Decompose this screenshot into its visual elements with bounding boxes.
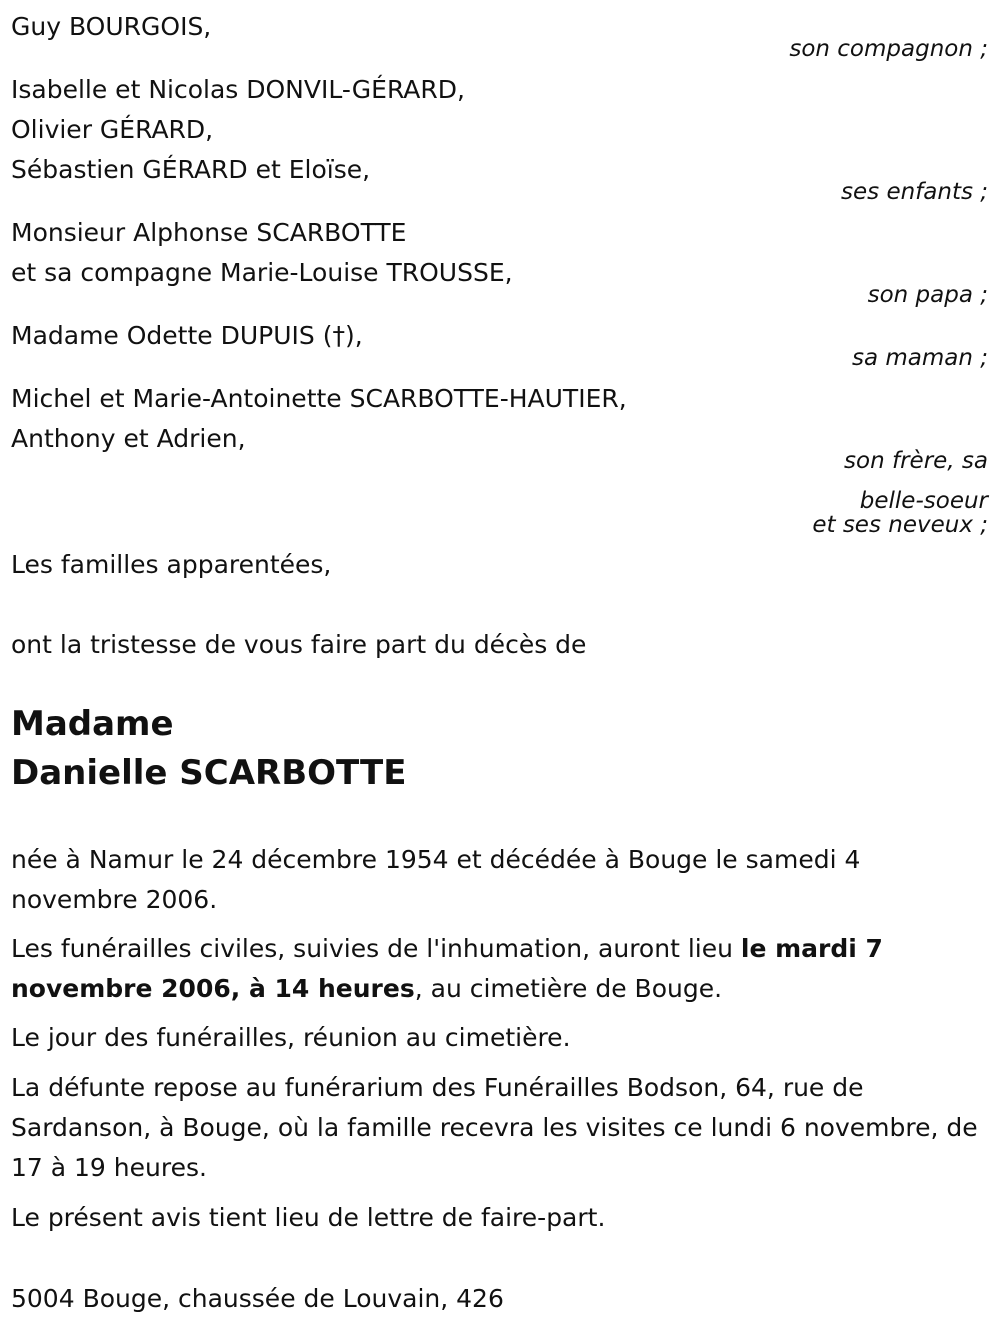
address-text: 5004 Bouge, chaussée de Louvain, 426: [11, 1284, 504, 1313]
reunion-text: Le jour des funérailles, réunion au cimetière.: [11, 1023, 571, 1052]
deceased-name: Danielle SCARBOTTE: [11, 753, 407, 793]
relation-label: ses enfants ;: [841, 179, 988, 205]
family-member: Anthony et Adrien,: [11, 424, 246, 453]
relation-label: et ses neveux ;: [812, 512, 988, 538]
repose-text: La défunte repose au funérarium des Funérailles Bodson, 64, rue de Sardanson, à Bouge, où la famille recevra les visites ce lundi 6 novembre, de 17 à 19 heures.: [11, 1073, 978, 1182]
funeral-date: le mardi 7 novembre 2006, à 14 heures: [11, 934, 883, 1003]
relation-label: belle-soeur: [859, 488, 988, 514]
family-member: Michel et Marie-Antoinette SCARBOTTE-HAUTIER,: [11, 384, 627, 413]
family-member: Madame Odette DUPUIS (†),: [11, 321, 363, 350]
relation-label: sa maman ;: [851, 345, 988, 371]
relation-label: son papa ;: [867, 282, 988, 308]
birth-death-text: née à Namur le 24 décembre 1954 et décédée à Bouge le samedi 4 novembre 2006.: [11, 845, 861, 914]
funeral-text-post: , au cimetière de Bouge.: [414, 974, 723, 1003]
funeral-text: [11, 929, 991, 1009]
notice-text: Le présent avis tient lieu de lettre de faire-part.: [11, 1203, 606, 1232]
family-member: Guy BOURGOIS,: [11, 12, 212, 41]
deceased-title: Madame: [11, 704, 174, 744]
announcement-text: ont la tristesse de vous faire part du décès de: [11, 630, 587, 659]
relation-label: son frère, sa: [844, 448, 988, 474]
family-member: et sa compagne Marie-Louise TROUSSE,: [11, 258, 513, 287]
family-member: Les familles apparentées,: [11, 550, 332, 579]
family-member: Olivier GÉRARD,: [11, 115, 214, 144]
funeral-text-pre: Les funérailles civiles, suivies de l'inhumation, auront lieu: [11, 934, 741, 963]
family-member: Sébastien GÉRARD et Eloïse,: [11, 155, 371, 184]
family-member: Monsieur Alphonse SCARBOTTE: [11, 218, 407, 247]
relation-label: son compagnon ;: [789, 36, 988, 62]
family-member: Isabelle et Nicolas DONVIL-GÉRARD,: [11, 75, 465, 104]
